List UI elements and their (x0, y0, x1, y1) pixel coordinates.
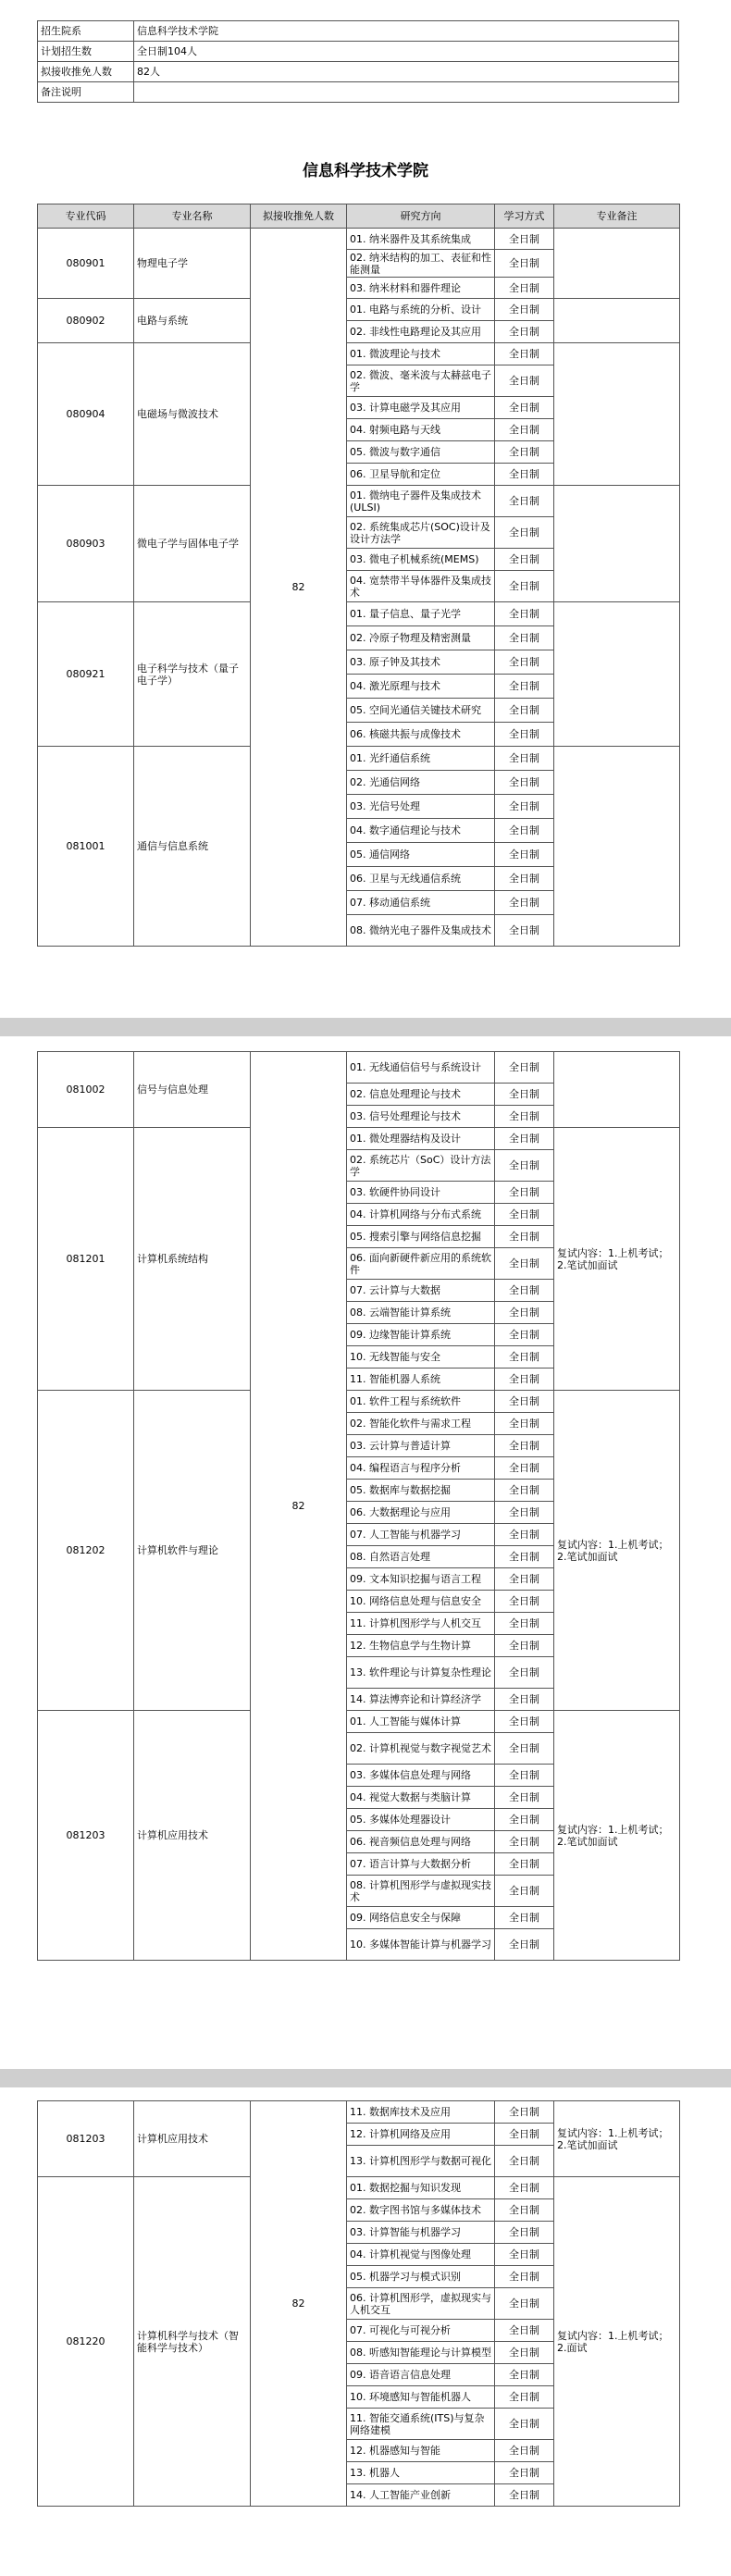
table-row (38, 229, 680, 250)
research-direction: 03. 光信号处理 (347, 795, 495, 819)
study-mode: 全日制 (495, 250, 554, 278)
info-row (38, 42, 679, 62)
major-name: 电子科学与技术（量子电子学） (134, 602, 251, 747)
research-direction: 03. 计算智能与机器学习 (347, 2222, 495, 2244)
study-mode: 全日制 (495, 1052, 554, 1084)
research-direction: 06. 卫星与无线通信系统 (347, 867, 495, 891)
major-remark (554, 486, 680, 602)
table-row (38, 486, 680, 517)
major-remark (554, 747, 680, 947)
study-mode: 全日制 (495, 1809, 554, 1831)
study-mode: 全日制 (495, 2462, 554, 2484)
major-code: 081202 (38, 1391, 134, 1711)
info-label: 计划招生数 (38, 42, 134, 62)
major-remark (554, 1052, 680, 1128)
study-mode: 全日制 (495, 795, 554, 819)
major-name: 计算机应用技术 (134, 1711, 251, 1961)
study-mode: 全日制 (495, 2342, 554, 2364)
study-mode: 全日制 (495, 1502, 554, 1524)
study-mode: 全日制 (495, 1391, 554, 1413)
info-row (38, 62, 679, 82)
major-name: 通信与信息系统 (134, 747, 251, 947)
major-code: 081201 (38, 1128, 134, 1391)
research-direction: 06. 视音频信息处理与网络 (347, 1831, 495, 1853)
research-direction: 10. 网络信息处理与信息安全 (347, 1591, 495, 1613)
research-direction: 07. 人工智能与机器学习 (347, 1524, 495, 1546)
info-label: 备注说明 (38, 82, 134, 103)
study-mode: 全日制 (495, 915, 554, 947)
study-mode: 全日制 (495, 1765, 554, 1787)
study-mode: 全日制 (495, 843, 554, 867)
major-remark: 复试内容：1.上机考试；2.笔试加面试 (554, 1128, 680, 1391)
study-mode: 全日制 (495, 321, 554, 343)
study-mode: 全日制 (495, 2386, 554, 2409)
study-mode: 全日制 (495, 1657, 554, 1689)
study-mode: 全日制 (495, 1853, 554, 1876)
research-direction: 01. 微处理器结构及设计 (347, 1128, 495, 1150)
research-direction: 08. 计算机图形学与虚拟现实技术 (347, 1876, 495, 1907)
major-code: 081203 (38, 1711, 134, 1961)
major-name: 计算机系统结构 (134, 1128, 251, 1391)
table-row (38, 1711, 680, 1733)
study-mode: 全日制 (495, 1546, 554, 1568)
info-label: 拟接收推免人数 (38, 62, 134, 82)
study-mode: 全日制 (495, 747, 554, 771)
study-mode: 全日制 (495, 2484, 554, 2507)
study-mode: 全日制 (495, 1324, 554, 1346)
research-direction: 04. 射频电路与天线 (347, 419, 495, 441)
column-header: 学习方式 (495, 204, 554, 229)
study-mode: 全日制 (495, 1280, 554, 1302)
research-direction: 12. 计算机网络及应用 (347, 2124, 495, 2146)
major-code: 080903 (38, 486, 134, 602)
research-direction: 11. 计算机图形学与人机交互 (347, 1613, 495, 1635)
column-header: 专业代码 (38, 204, 134, 229)
research-direction: 02. 系统芯片（SoC）设计方法学 (347, 1150, 495, 1182)
research-direction: 03. 原子钟及其技术 (347, 650, 495, 675)
research-direction: 02. 智能化软件与需求工程 (347, 1413, 495, 1435)
research-direction: 01. 微纳电子器件及集成技术(ULSI) (347, 486, 495, 517)
study-mode: 全日制 (495, 1787, 554, 1809)
research-direction: 14. 人工智能产业创新 (347, 2484, 495, 2507)
research-direction: 04. 宽禁带半导体器件及集成技术 (347, 571, 495, 602)
research-direction: 05. 多媒体处理器设计 (347, 1809, 495, 1831)
study-mode: 全日制 (495, 2364, 554, 2386)
table-row (38, 1391, 680, 1413)
major-code: 081203 (38, 2101, 134, 2177)
page-separator (0, 1018, 731, 1036)
study-mode: 全日制 (495, 771, 554, 795)
study-mode: 全日制 (495, 464, 554, 486)
study-mode: 全日制 (495, 1106, 554, 1128)
study-mode: 全日制 (495, 2288, 554, 2320)
research-direction: 06. 计算机图形学，虚拟现实与人机交互 (347, 2288, 495, 2320)
study-mode: 全日制 (495, 397, 554, 419)
major-remark (554, 299, 680, 343)
study-mode: 全日制 (495, 2222, 554, 2244)
major-remark (554, 343, 680, 486)
table-row (38, 2177, 680, 2199)
study-mode: 全日制 (495, 602, 554, 626)
research-direction: 02. 计算机视觉与数字视觉艺术 (347, 1733, 495, 1765)
major-name: 计算机软件与理论 (134, 1391, 251, 1711)
study-mode: 全日制 (495, 675, 554, 699)
study-mode: 全日制 (495, 1711, 554, 1733)
majors-table-2 (37, 1051, 680, 1961)
major-name: 电路与系统 (134, 299, 251, 343)
research-direction: 02. 冷原子物理及精密测量 (347, 626, 495, 650)
table-row (38, 747, 680, 771)
majors-table-1 (37, 204, 680, 947)
major-code: 080902 (38, 299, 134, 343)
study-mode: 全日制 (495, 1368, 554, 1391)
study-mode: 全日制 (495, 486, 554, 517)
research-direction: 02. 微波、毫米波与太赫兹电子学 (347, 365, 495, 397)
research-direction: 11. 数据库技术及应用 (347, 2101, 495, 2124)
study-mode: 全日制 (495, 1204, 554, 1226)
research-direction: 03. 软硬件协同设计 (347, 1182, 495, 1204)
page-title: 信息科学技术学院 (303, 162, 428, 180)
research-direction: 08. 自然语言处理 (347, 1546, 495, 1568)
research-direction: 04. 编程语言与程序分析 (347, 1457, 495, 1480)
study-mode: 全日制 (495, 2320, 554, 2342)
study-mode: 全日制 (495, 365, 554, 397)
study-mode: 全日制 (495, 1568, 554, 1591)
research-direction: 11. 智能交通系统(ITS)与复杂网络建模 (347, 2409, 495, 2440)
column-header: 专业备注 (554, 204, 680, 229)
study-mode: 全日制 (495, 2244, 554, 2266)
major-remark: 复试内容：1.上机考试；2.笔试加面试 (554, 1391, 680, 1711)
study-mode: 全日制 (495, 1128, 554, 1150)
info-table (37, 20, 679, 103)
research-direction: 05. 搜索引擎与网络信息挖掘 (347, 1226, 495, 1248)
research-direction: 04. 数字通信理论与技术 (347, 819, 495, 843)
research-direction: 08. 云端智能计算系统 (347, 1302, 495, 1324)
research-direction: 01. 量子信息、量子光学 (347, 602, 495, 626)
table-row (38, 299, 680, 321)
study-mode: 全日制 (495, 650, 554, 675)
research-direction: 13. 机器人 (347, 2462, 495, 2484)
study-mode: 全日制 (495, 723, 554, 747)
column-header: 拟接收推免人数 (251, 204, 347, 229)
table-row (38, 1128, 680, 1150)
research-direction: 14. 算法博弈论和计算经济学 (347, 1689, 495, 1711)
research-direction: 05. 数据库与数据挖掘 (347, 1480, 495, 1502)
study-mode: 全日制 (495, 2146, 554, 2177)
table-row (38, 1052, 680, 1084)
major-name: 物理电子学 (134, 229, 251, 299)
major-code: 080921 (38, 602, 134, 747)
major-remark: 复试内容：1.上机考试；2.笔试加面试 (554, 2101, 680, 2177)
study-mode: 全日制 (495, 2101, 554, 2124)
study-mode: 全日制 (495, 867, 554, 891)
major-code: 080901 (38, 229, 134, 299)
research-direction: 02. 系统集成芯片(SOC)设计及设计方法学 (347, 517, 495, 549)
research-direction: 02. 光通信网络 (347, 771, 495, 795)
research-direction: 04. 激光原理与技术 (347, 675, 495, 699)
research-direction: 08. 微纳光电子器件及集成技术 (347, 915, 495, 947)
study-mode: 全日制 (495, 2177, 554, 2199)
research-direction: 05. 通信网络 (347, 843, 495, 867)
study-mode: 全日制 (495, 1226, 554, 1248)
research-direction: 01. 微波理论与技术 (347, 343, 495, 365)
study-mode: 全日制 (495, 1524, 554, 1546)
major-name: 计算机应用技术 (134, 2101, 251, 2177)
research-direction: 07. 云计算与大数据 (347, 1280, 495, 1302)
research-direction: 06. 核磁共振与成像技术 (347, 723, 495, 747)
research-direction: 10. 无线智能与安全 (347, 1346, 495, 1368)
table-row (38, 343, 680, 365)
research-direction: 01. 软件工程与系统软件 (347, 1391, 495, 1413)
research-direction: 02. 非线性电路理论及其应用 (347, 321, 495, 343)
study-mode: 全日制 (495, 1413, 554, 1435)
research-direction: 02. 数字图书馆与多媒体技术 (347, 2199, 495, 2222)
quota-cell: 82 (251, 229, 347, 947)
study-mode: 全日制 (495, 1457, 554, 1480)
table-row (38, 602, 680, 626)
column-header: 研究方向 (347, 204, 495, 229)
major-code: 080904 (38, 343, 134, 486)
research-direction: 03. 信号处理理论与技术 (347, 1106, 495, 1128)
major-remark: 复试内容：1.上机考试；2.面试 (554, 2177, 680, 2507)
research-direction: 02. 信息处理理论与技术 (347, 1084, 495, 1106)
research-direction: 04. 计算机视觉与图像处理 (347, 2244, 495, 2266)
major-code: 081002 (38, 1052, 134, 1128)
study-mode: 全日制 (495, 343, 554, 365)
research-direction: 01. 纳米器件及其系统集成 (347, 229, 495, 250)
study-mode: 全日制 (495, 299, 554, 321)
study-mode: 全日制 (495, 2266, 554, 2288)
major-name: 信号与信息处理 (134, 1052, 251, 1128)
study-mode: 全日制 (495, 2124, 554, 2146)
research-direction: 03. 纳米材料和器件理论 (347, 278, 495, 299)
study-mode: 全日制 (495, 517, 554, 549)
study-mode: 全日制 (495, 1613, 554, 1635)
major-remark (554, 602, 680, 747)
info-value: 82人 (134, 62, 679, 82)
major-code: 081001 (38, 747, 134, 947)
research-direction: 09. 边缘智能计算系统 (347, 1324, 495, 1346)
info-label: 招生院系 (38, 21, 134, 42)
study-mode: 全日制 (495, 229, 554, 250)
table-row (38, 2101, 680, 2124)
major-code: 081220 (38, 2177, 134, 2507)
study-mode: 全日制 (495, 819, 554, 843)
research-direction: 01. 无线通信信号与系统设计 (347, 1052, 495, 1084)
research-direction: 13. 计算机图形学与数据可视化 (347, 2146, 495, 2177)
study-mode: 全日制 (495, 699, 554, 723)
research-direction: 09. 网络信息安全与保障 (347, 1907, 495, 1929)
research-direction: 07. 移动通信系统 (347, 891, 495, 915)
research-direction: 01. 光纤通信系统 (347, 747, 495, 771)
research-direction: 03. 微电子机械系统(MEMS) (347, 549, 495, 571)
study-mode: 全日制 (495, 1302, 554, 1324)
research-direction: 01. 电路与系统的分析、设计 (347, 299, 495, 321)
research-direction: 06. 卫星导航和定位 (347, 464, 495, 486)
research-direction: 06. 大数据理论与应用 (347, 1502, 495, 1524)
study-mode: 全日制 (495, 2409, 554, 2440)
study-mode: 全日制 (495, 1907, 554, 1929)
study-mode: 全日制 (495, 441, 554, 464)
study-mode: 全日制 (495, 1733, 554, 1765)
study-mode: 全日制 (495, 571, 554, 602)
study-mode: 全日制 (495, 1831, 554, 1853)
research-direction: 10. 多媒体智能计算与机器学习 (347, 1929, 495, 1961)
research-direction: 01. 人工智能与媒体计算 (347, 1711, 495, 1733)
info-value (134, 82, 679, 103)
research-direction: 05. 微波与数字通信 (347, 441, 495, 464)
major-name: 电磁场与微波技术 (134, 343, 251, 486)
research-direction: 06. 面向新硬件新应用的系统软件 (347, 1248, 495, 1280)
study-mode: 全日制 (495, 419, 554, 441)
study-mode: 全日制 (495, 1150, 554, 1182)
major-remark (554, 229, 680, 299)
research-direction: 08. 听感知智能理论与计算模型 (347, 2342, 495, 2364)
study-mode: 全日制 (495, 1635, 554, 1657)
research-direction: 03. 计算电磁学及其应用 (347, 397, 495, 419)
study-mode: 全日制 (495, 1248, 554, 1280)
research-direction: 09. 语音语言信息处理 (347, 2364, 495, 2386)
info-value: 全日制104人 (134, 42, 679, 62)
header-row (38, 204, 680, 229)
research-direction: 12. 生物信息学与生物计算 (347, 1635, 495, 1657)
study-mode: 全日制 (495, 1182, 554, 1204)
majors-table-3 (37, 2100, 680, 2507)
info-row (38, 21, 679, 42)
study-mode: 全日制 (495, 1084, 554, 1106)
research-direction: 13. 软件理论与计算复杂性理论 (347, 1657, 495, 1689)
study-mode: 全日制 (495, 1591, 554, 1613)
study-mode: 全日制 (495, 1689, 554, 1711)
study-mode: 全日制 (495, 2199, 554, 2222)
study-mode: 全日制 (495, 1480, 554, 1502)
research-direction: 10. 环境感知与智能机器人 (347, 2386, 495, 2409)
major-name: 计算机科学与技术（智能科学与技术） (134, 2177, 251, 2507)
major-name: 微电子学与固体电子学 (134, 486, 251, 602)
study-mode: 全日制 (495, 278, 554, 299)
study-mode: 全日制 (495, 549, 554, 571)
research-direction: 05. 机器学习与模式识别 (347, 2266, 495, 2288)
study-mode: 全日制 (495, 1346, 554, 1368)
study-mode: 全日制 (495, 2440, 554, 2462)
research-direction: 03. 云计算与普适计算 (347, 1435, 495, 1457)
page-separator (0, 2069, 731, 2087)
research-direction: 03. 多媒体信息处理与网络 (347, 1765, 495, 1787)
quota-cell: 82 (251, 1052, 347, 1961)
research-direction: 07. 语言计算与大数据分析 (347, 1853, 495, 1876)
research-direction: 07. 可视化与可视分析 (347, 2320, 495, 2342)
quota-cell: 82 (251, 2101, 347, 2507)
study-mode: 全日制 (495, 1435, 554, 1457)
research-direction: 02. 纳米结构的加工、表征和性能测量 (347, 250, 495, 278)
research-direction: 09. 文本知识挖掘与语言工程 (347, 1568, 495, 1591)
column-header: 专业名称 (134, 204, 251, 229)
info-row (38, 82, 679, 103)
research-direction: 01. 数据挖掘与知识发现 (347, 2177, 495, 2199)
info-value: 信息科学技术学院 (134, 21, 679, 42)
research-direction: 11. 智能机器人系统 (347, 1368, 495, 1391)
research-direction: 05. 空间光通信关键技术研究 (347, 699, 495, 723)
research-direction: 04. 计算机网络与分布式系统 (347, 1204, 495, 1226)
study-mode: 全日制 (495, 891, 554, 915)
research-direction: 12. 机器感知与智能 (347, 2440, 495, 2462)
study-mode: 全日制 (495, 626, 554, 650)
study-mode: 全日制 (495, 1876, 554, 1907)
study-mode: 全日制 (495, 1929, 554, 1961)
research-direction: 04. 视觉大数据与类脑计算 (347, 1787, 495, 1809)
major-remark: 复试内容：1.上机考试；2.笔试加面试 (554, 1711, 680, 1961)
